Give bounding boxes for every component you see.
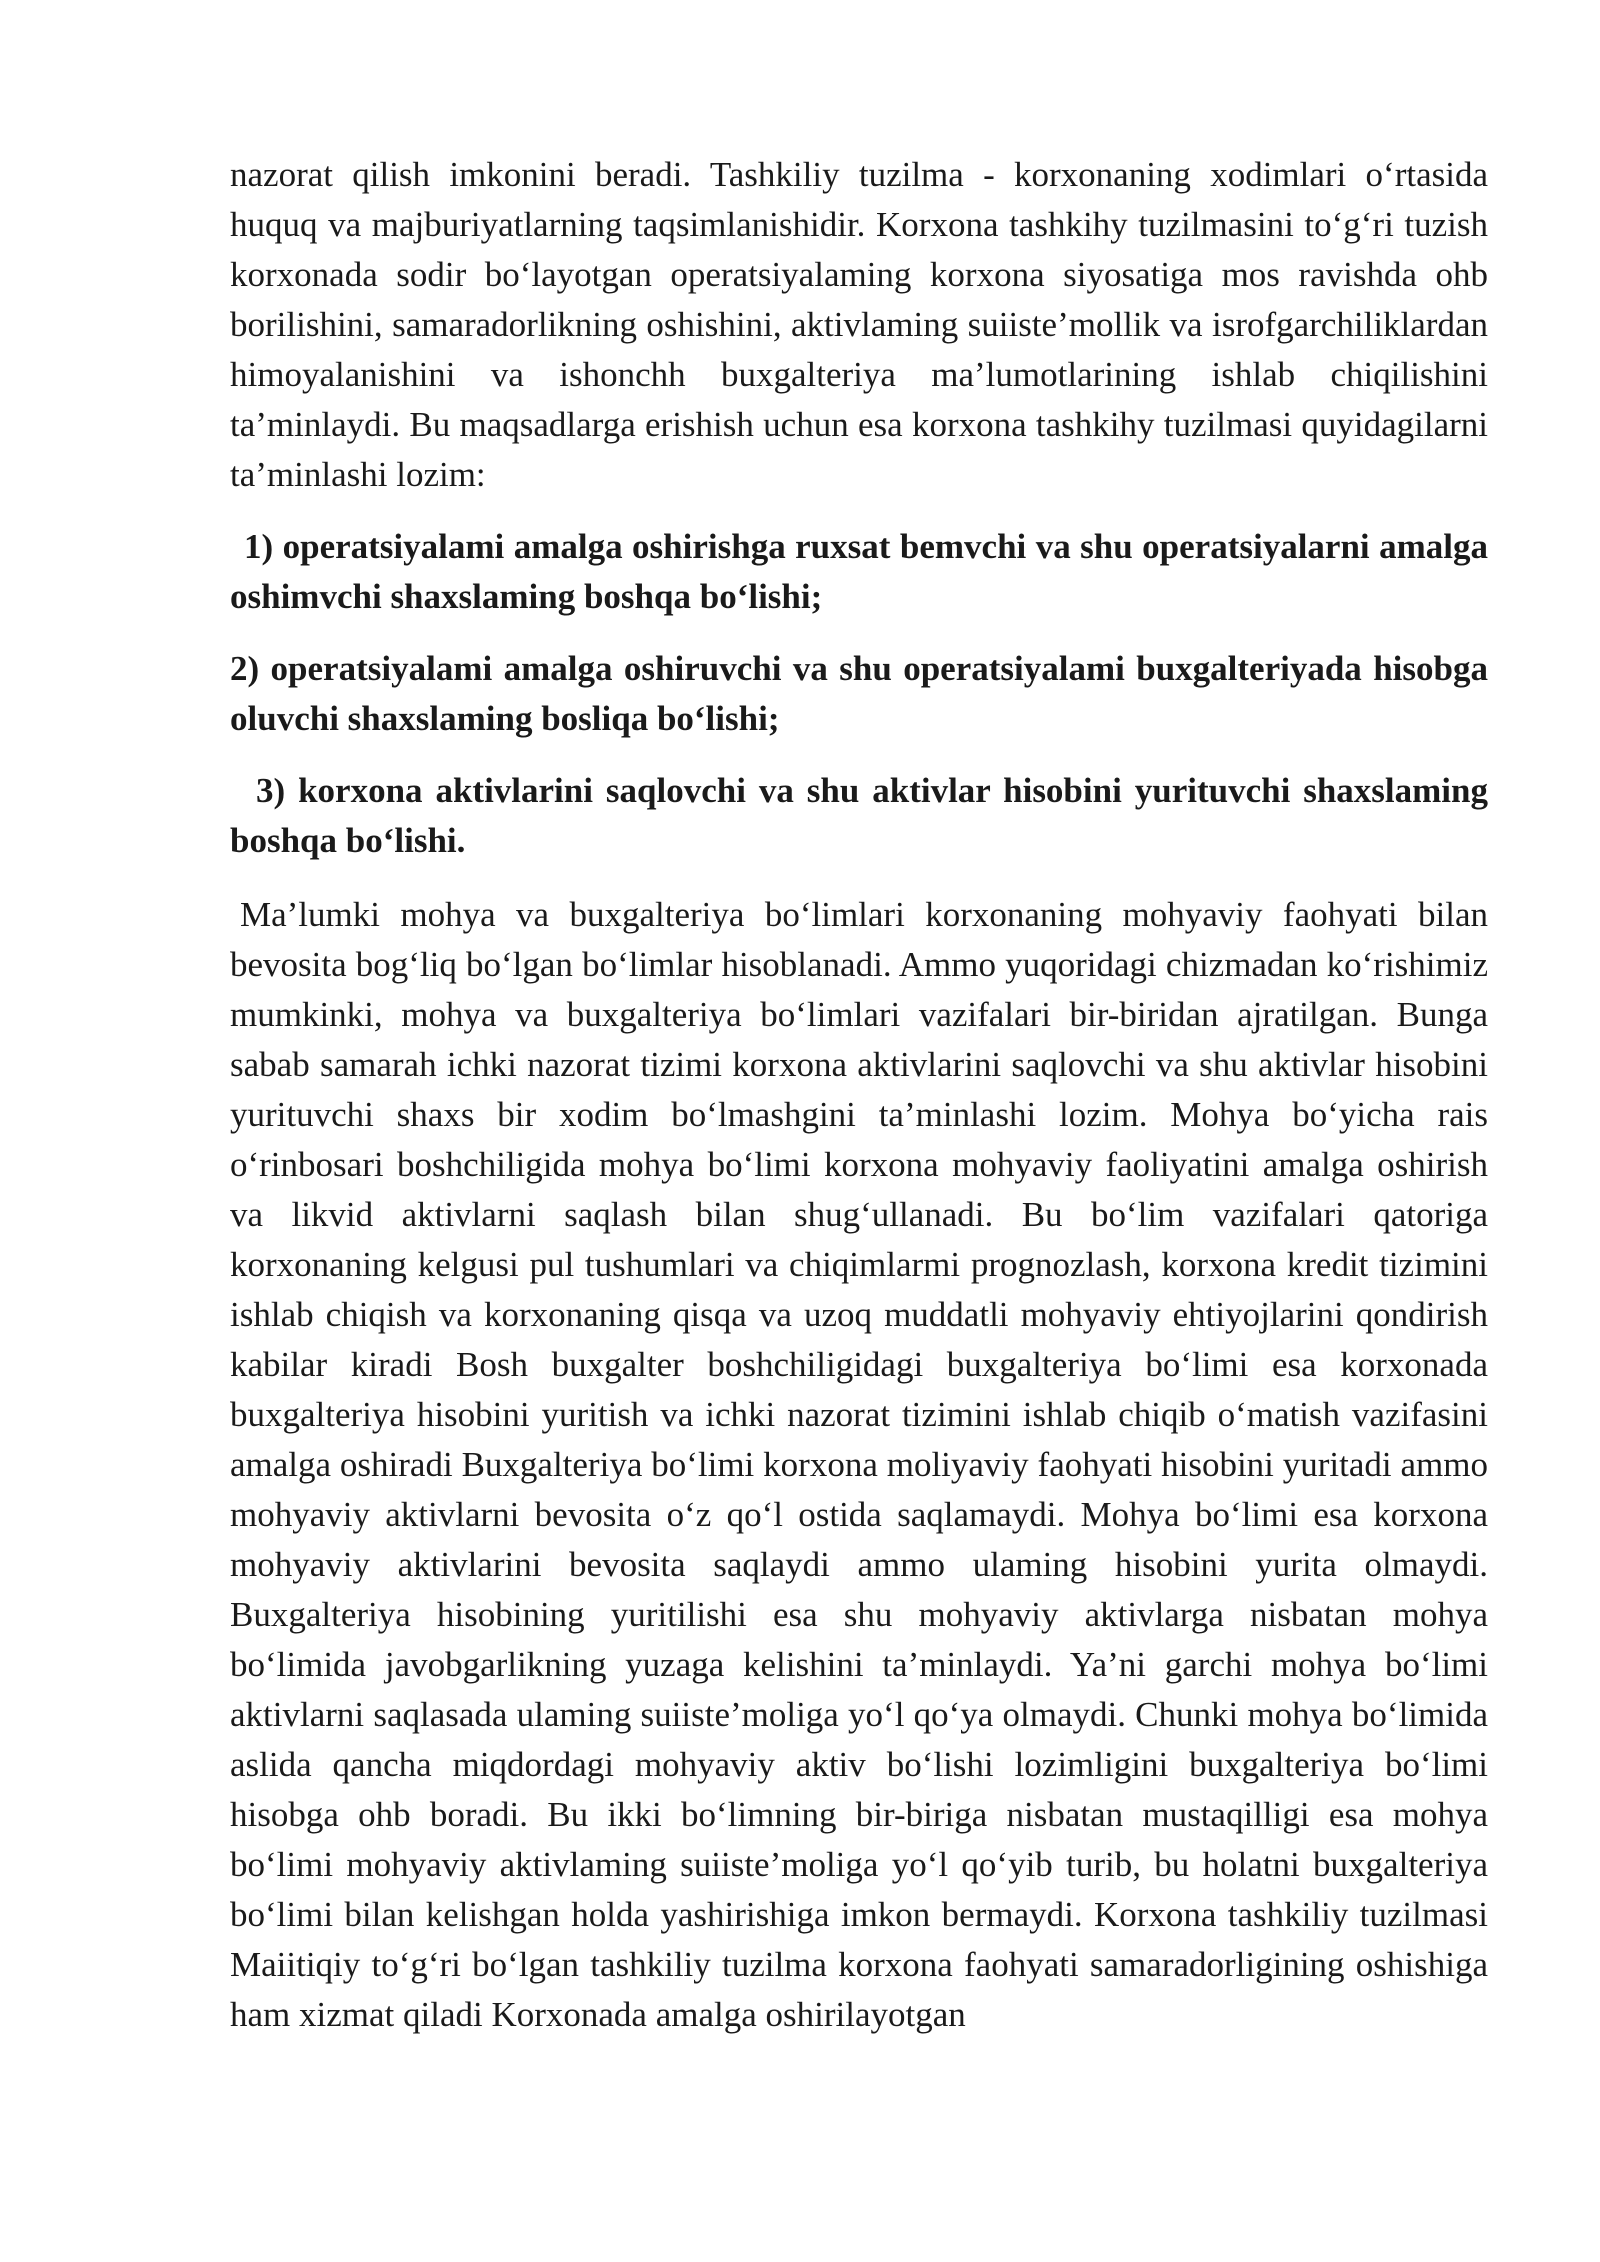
document-page (230, 150, 1488, 2040)
list-item-1: 1) operatsiyalami amalga oshirishga ruxsat bemvchi va shu operatsiyalarni amalga oshimvchi shaxslaming boshqa bo‘lishi; (230, 527, 1488, 616)
intro-paragraph: nazorat qilish imkonini beradi. Tashkiliy tuzilma - korxonaning xodimlari o‘rtasida huquq va majburiyatlarning taqsimlanishidir. Korxona tashkihy tuzilmasini to‘g‘ri tuzish korxonada sodir bo‘layotgan operatsiyalaming korxona siyosatiga mos ravishda ohb borilishini, samaradorlikning oshishini, aktivlaming suiiste’mollik va isrofgarchiliklardan himoyalanishini va ishonchh buxgalteriya ma’lumotlarining ishlab chiqilishini ta’minlaydi. Bu maqsadlarga erishish uchun esa korxona tashkihy tuzilmasi quyidagilarni ta’minlashi lozim: (230, 155, 1488, 494)
list-item-2: 2) operatsiyalami amalga oshiruvchi va shu operatsiyalami buxgalteriyada hisobga oluvchi shaxslaming bosliqa bo‘lishi; (230, 649, 1488, 738)
list-item-3: 3) korxona aktivlarini saqlovchi va shu aktivlar hisobini yurituvchi shaxslaming boshqa bo‘lishi. (230, 771, 1488, 860)
main-paragraph: Ma’lumki mohya va buxgalteriya bo‘limlari korxonaning mohyaviy faohyati bilan bevosita bog‘liq bo‘lgan bo‘limlar hisoblanadi. Ammo yuqoridagi chizmadan ko‘rishimiz mumkinki, mohya va buxgalteriya bo‘limlari vazifalari bir-biridan ajratilgan. Bunga sabab samarah ichki nazorat tizimi korxona aktivlarini saqlovchi va shu aktivlar hisobini yurituvchi shaxs bir xodim bo‘lmashgini ta’minlashi lozim. Mohya bo‘yicha rais o‘rinbosari boshchiligida mohya bo‘limi korxona mohyaviy faoliyatini amalga oshirish va likvid aktivlarni saqlash bilan shug‘ullanadi. Bu bo‘lim vazifalari qatoriga korxonaning kelgusi pul tushumlari va chiqimlarmi prognozlash, korxona kredit tizimini ishlab chiqish va korxonaning qisqa va uzoq muddatli mohyaviy ehtiyojlarini qondirish kabilar kiradi Bosh buxgalter boshchiligidagi buxgalteriya bo‘limi esa korxonada buxgalteriya hisobini yuritish va ichki nazorat tizimini ishlab chiqib o‘matish vazifasini amalga oshiradi Buxgalteriya bo‘limi korxona moliyaviy faohyati hisobini yuritadi ammo mohyaviy aktivlarni bevosita o‘z qo‘l ostida saqlamaydi. Mohya bo‘limi esa korxona mohyaviy aktivlarini bevosita saqlaydi ammo ulaming hisobini yurita olmaydi. Buxgalteriya hisobining yuritilishi esa shu mohyaviy aktivlarga nisbatan mohya bo‘limida javobgarlikning yuzaga kelishini ta’minlaydi. Ya’ni garchi mohya bo‘limi aktivlarni saqlasada ulaming suiiste’moliga yo‘l qo‘ya olmaydi. Chunki mohya bo‘limida aslida qancha miqdordagi mohyaviy aktiv bo‘lishi lozimligini buxgalteriya bo‘limi hisobga ohb boradi. Bu ikki bo‘limning bir-biriga nisbatan mustaqilligi esa mohya bo‘limi mohyaviy aktivlaming suiiste’moliga yo‘l qo‘yib turib, bu holatni buxgalteriya bo‘limi bilan kelishgan holda yashirishiga imkon bermaydi. Korxona tashkiliy tuzilmasi Maiitiqiy to‘g‘ri bo‘lgan tashkiliy tuzilma korxona faohyati samaradorligining oshishiga ham xizmat qiladi Korxonada amalga oshirilayotgan (230, 895, 1488, 2034)
